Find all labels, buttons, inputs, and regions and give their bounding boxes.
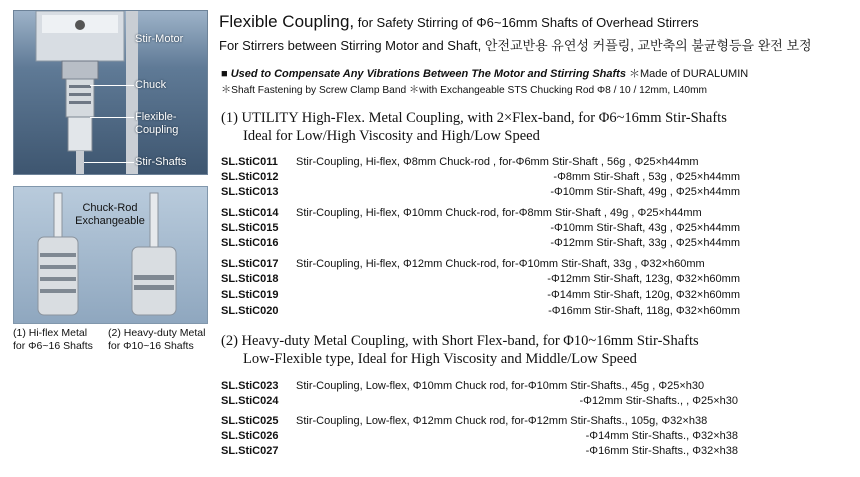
caption-heavy-duty-line1: (2) Heavy-duty Metal bbox=[108, 327, 206, 339]
feature-note-material: ＊Made of DURALUMIN bbox=[625, 68, 749, 80]
product-code: SL.StiC015 bbox=[221, 222, 279, 234]
product-description: -Φ12mm Stir-Shaft, 33g , Φ25×h44mm bbox=[550, 237, 740, 249]
title-main: Flexible Coupling, bbox=[219, 12, 355, 31]
section-2-subtitle: Low-Flexible type, Ideal for High Viscosity and Middle/Low Speed bbox=[243, 351, 637, 367]
section-heading-1 bbox=[221, 109, 727, 145]
product-description: -Φ10mm Stir-Shaft, 43g , Φ25×h44mm bbox=[550, 222, 740, 234]
product-code: SL.StiC020 bbox=[221, 305, 279, 317]
stir-shafts-label: Stir-Shafts bbox=[135, 156, 187, 168]
chuck-pointer bbox=[90, 85, 134, 86]
product-description: Stir-Coupling, Hi-flex, Φ10mm Chuck-rod, for-Φ8mm Stir-Shaft , 49g , Φ25×h44mm bbox=[296, 207, 702, 219]
product-description: Stir-Coupling, Hi-flex, Φ8mm Chuck-rod , for-Φ6mm Stir-Shaft , 56g , Φ25×h44mm bbox=[296, 156, 699, 168]
stirrer-photo bbox=[13, 10, 208, 175]
section-1-subtitle: Ideal for Low/High Viscosity and High/Low Speed bbox=[243, 128, 540, 144]
feature-note bbox=[221, 65, 748, 81]
product-code: SL.StiC023 bbox=[221, 380, 279, 392]
section-1-title: (1) UTILITY High-Flex. Metal Coupling, with 2×Flex-band, for Φ6~16mm Stir-Shafts bbox=[221, 110, 727, 126]
caption-heavy-duty bbox=[108, 327, 205, 353]
product-description: -Φ14mm Stir-Shafts., Φ32×h38 bbox=[585, 430, 738, 442]
feature-note-bold: ■ Used to Compensate Any Vibrations Between The Motor and Stirring Shafts bbox=[221, 68, 626, 80]
coupling-pointer bbox=[90, 117, 134, 118]
chuck-label: Chuck bbox=[135, 79, 167, 91]
product-description: Stir-Coupling, Low-flex, Φ12mm Chuck rod, for-Φ12mm Stir-Shafts., 105g, Φ32×h38 bbox=[296, 415, 708, 427]
product-description: -Φ10mm Stir-Shaft, 49g , Φ25×h44mm bbox=[550, 186, 740, 198]
caption-heavy-duty-line2: for Φ10~16 Shafts bbox=[108, 340, 194, 352]
product-description: -Φ8mm Stir-Shaft , 53g , Φ25×h44mm bbox=[553, 171, 740, 183]
product-code: SL.StiC019 bbox=[221, 289, 279, 301]
shaft-pointer bbox=[84, 162, 134, 163]
caption-hi-flex-line1: (1) Hi-flex Metal bbox=[13, 327, 88, 339]
product-code: SL.StiC017 bbox=[221, 258, 279, 270]
flexible-coupling-label: Flexible- Coupling bbox=[135, 111, 179, 136]
product-description: -Φ12mm Stir-Shafts., , Φ25×h30 bbox=[579, 395, 738, 407]
product-code: SL.StiC013 bbox=[221, 186, 279, 198]
fastening-note: ＊Shaft Fastening by Screw Clamp Band ＊with Exchangeable STS Chucking Rod Φ8 / 10 / 12mm, L40mm bbox=[221, 85, 708, 96]
product-code: SL.StiC014 bbox=[221, 207, 279, 219]
product-code: SL.StiC024 bbox=[221, 395, 279, 407]
stir-motor-label: Stir-Motor bbox=[135, 33, 184, 45]
product-description: -Φ16mm Stir-Shafts., Φ32×h38 bbox=[585, 445, 738, 457]
caption-hi-flex bbox=[13, 327, 93, 353]
product-description: -Φ14mm Stir-Shaft, 120g, Φ32×h60mm bbox=[547, 289, 740, 301]
product-code: SL.StiC027 bbox=[221, 445, 279, 457]
product-code: SL.StiC012 bbox=[221, 171, 279, 183]
section-2-title: (2) Heavy-duty Metal Coupling, with Short Flex-band, for Φ10~16mm Stir-Shafts bbox=[221, 333, 699, 349]
product-description: -Φ12mm Stir-Shaft, 123g, Φ32×h60mm bbox=[547, 273, 740, 285]
caption-hi-flex-line2: for Φ6~16 Shafts bbox=[13, 340, 93, 352]
page-title bbox=[219, 12, 699, 32]
product-description: Stir-Coupling, Hi-flex, Φ12mm Chuck-rod, for-Φ10mm Stir-Shaft, 33g , Φ32×h60mm bbox=[296, 258, 705, 270]
couplings-photo bbox=[13, 186, 208, 324]
subtitle: For Stirrers between Stirring Motor and Shaft, 안전교반용 유연성 커플링, 교반축의 불균형등을 완전 보정 bbox=[219, 38, 812, 53]
chuck-rod-label: Chuck-Rod Exchangeable bbox=[75, 202, 145, 227]
product-code: SL.StiC026 bbox=[221, 430, 279, 442]
product-code: SL.StiC025 bbox=[221, 415, 279, 427]
product-code: SL.StiC018 bbox=[221, 273, 279, 285]
title-sub: for Safety Stirring of Φ6~16mm Shafts of Overhead Stirrers bbox=[354, 15, 699, 30]
product-description: Stir-Coupling, Low-flex, Φ10mm Chuck rod, for-Φ10mm Stir-Shafts., 45g , Φ25×h30 bbox=[296, 380, 705, 392]
product-code: SL.StiC016 bbox=[221, 237, 279, 249]
product-description: -Φ16mm Stir-Shaft, 118g, Φ32×h60mm bbox=[548, 305, 740, 317]
product-code: SL.StiC011 bbox=[221, 156, 278, 168]
section-heading-2 bbox=[221, 332, 699, 368]
